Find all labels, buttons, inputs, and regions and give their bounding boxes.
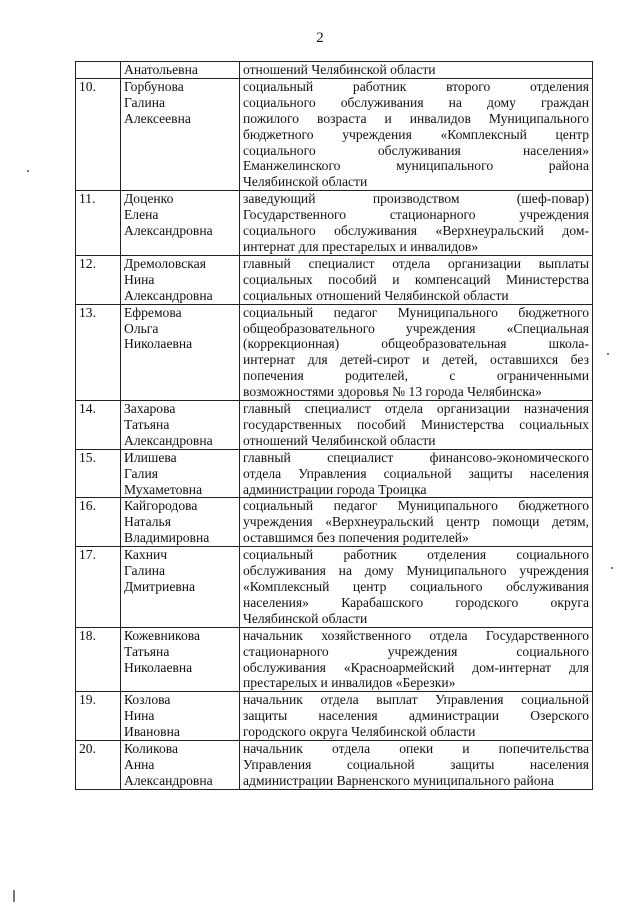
description-line: пожилого возраста и инвалидов Муниципального	[243, 110, 589, 126]
person-name	[121, 498, 240, 547]
description-line: социальный работник второго отделения	[243, 78, 589, 94]
name-line: Владимировна	[124, 530, 210, 546]
description-line: возможностями здоровья № 13 города Челябинска»	[243, 384, 542, 400]
name-line: Кахнич	[124, 547, 168, 563]
row-number: 19.	[76, 692, 121, 741]
name-line: Ивановна	[124, 724, 180, 740]
description-line: престарелых и инвалидов «Березки»	[243, 675, 456, 691]
description-line: социальный работник отделения социального	[243, 547, 589, 563]
row-number: 14.	[76, 401, 121, 450]
name-line: Галия	[124, 465, 158, 481]
row-number: 12.	[76, 255, 121, 304]
description-line: Государственного стационарного учреждения	[243, 207, 589, 223]
name-line: Дмитриевна	[124, 579, 196, 594]
name-line: Мухаметовна	[124, 481, 203, 497]
position-description	[240, 498, 593, 547]
description-line: обслуживания на дому Муниципального учреждения	[243, 563, 589, 579]
description-line: отношений Челябинской области	[243, 432, 436, 448]
name-line: Илишева	[124, 449, 177, 465]
row-number: 15.	[76, 449, 121, 498]
position-description	[240, 62, 593, 79]
name-line: Анатольевна	[124, 62, 198, 77]
description-line: интернат для детей-сирот и детей, оставшихся без	[243, 352, 589, 368]
name-line: Елена	[124, 207, 159, 223]
row-number: 10.	[76, 78, 121, 190]
description-line: социальный педагог Муниципального бюджетного	[243, 304, 589, 320]
position-description	[240, 255, 593, 304]
description-line: защиты населения администрации Озерского	[243, 708, 589, 724]
description-line: начальник отдела опеки и попечительства	[243, 741, 589, 757]
name-line: Николаевна	[124, 659, 193, 675]
table-row	[76, 741, 593, 790]
person-name	[121, 627, 240, 692]
description-line: интернат для престарелых и инвалидов»	[243, 238, 479, 254]
description-line: отдела Управления социальной защиты населения	[243, 465, 589, 481]
name-line: Татьяна	[124, 643, 170, 659]
person-name	[121, 191, 240, 256]
position-description	[240, 692, 593, 741]
description-line: администрации Варненского муниципального района	[243, 772, 554, 788]
scan-speck	[27, 170, 29, 172]
description-line: населения» Карабашского городского округа	[243, 594, 589, 610]
person-name	[121, 547, 240, 628]
position-description	[240, 304, 593, 400]
description-line: Управления социальной защиты населения	[243, 756, 589, 772]
person-name	[121, 255, 240, 304]
description-line: попечения родителей, с ограниченными	[243, 368, 589, 384]
description-line: государственных пособий Министерства социальных	[243, 416, 589, 432]
description-line: начальник отдела выплат Управления социальной	[243, 692, 589, 708]
scan-speck	[611, 567, 613, 569]
description-line: социальных пособий и компенсаций Министерства	[243, 271, 589, 287]
description-line: главный специалист финансово-экономического	[243, 449, 589, 465]
table-row	[76, 401, 593, 450]
description-line: отношений Челябинской области	[243, 62, 436, 77]
description-line: стационарного учреждения социального	[243, 643, 589, 659]
name-line: Наталья	[124, 514, 171, 530]
name-line: Козлова	[124, 692, 171, 708]
position-description	[240, 191, 593, 256]
description-line: социальных отношений Челябинской области	[243, 287, 509, 303]
row-number: 16.	[76, 498, 121, 547]
name-line: Николаевна	[124, 336, 193, 352]
scan-speck	[607, 353, 609, 355]
name-line: Ольга	[124, 320, 159, 336]
description-line: (коррекционная) общеобразовательная школа-	[243, 336, 589, 352]
person-name	[121, 401, 240, 450]
table-row	[76, 498, 593, 547]
position-description	[240, 449, 593, 498]
description-line: обслуживания «Красноармейский дом-интернат для	[243, 659, 589, 675]
row-number	[76, 62, 121, 79]
description-line: социального обслуживания на дому граждан	[243, 94, 589, 110]
table-row	[76, 304, 593, 400]
scan-speck	[13, 890, 15, 902]
description-line: социального обслуживания населения»	[243, 142, 589, 158]
name-line: Александровна	[124, 772, 213, 788]
table-row	[76, 692, 593, 741]
name-line: Александровна	[124, 287, 213, 303]
table-row	[76, 62, 593, 79]
description-line: заведующий производством (шеф-повар)	[243, 191, 589, 207]
page-number: 2	[316, 30, 324, 46]
description-line: оставшимся без попечения родителей»	[243, 530, 469, 546]
name-line: Галина	[124, 94, 166, 110]
name-line: Горбунова	[124, 78, 184, 94]
person-name	[121, 304, 240, 400]
table-row	[76, 191, 593, 256]
person-name	[121, 62, 240, 79]
table-row	[76, 78, 593, 190]
name-line: Анна	[124, 756, 155, 772]
name-line: Нина	[124, 708, 155, 724]
description-line: «Комплексный центр социального обслуживания	[243, 579, 589, 594]
name-line: Алексеевна	[124, 110, 191, 126]
position-description	[240, 401, 593, 450]
award-recipients-table	[75, 61, 593, 790]
table-row	[76, 255, 593, 304]
description-line: начальник хозяйственного отдела Государственного	[243, 627, 589, 643]
person-name	[121, 741, 240, 790]
name-line: Александровна	[124, 223, 213, 239]
name-line: Захарова	[124, 401, 176, 417]
description-line: городского округа Челябинской области	[243, 724, 476, 740]
row-number: 17.	[76, 547, 121, 628]
description-line: социальный педагог Муниципального бюджетного	[243, 498, 589, 514]
name-line: Коликова	[124, 741, 179, 757]
name-line: Дремоловская	[124, 255, 206, 271]
table-body	[76, 62, 593, 790]
table-row	[76, 449, 593, 498]
person-name	[121, 78, 240, 190]
description-line: бюджетного учреждения «Комплексный центр	[243, 126, 589, 142]
person-name	[121, 692, 240, 741]
description-line: учреждения «Верхнеуральский центр помощи детям,	[243, 514, 589, 530]
description-line: Еманжелинского муниципального района	[243, 158, 589, 174]
name-line: Татьяна	[124, 416, 170, 432]
description-line: главный специалист отдела организации выплаты	[243, 255, 589, 271]
row-number: 20.	[76, 741, 121, 790]
position-description	[240, 78, 593, 190]
position-description	[240, 627, 593, 692]
name-line: Доценко	[124, 191, 174, 207]
table-row	[76, 627, 593, 692]
description-line: главный специалист отдела организации назначения	[243, 401, 589, 417]
name-line: Нина	[124, 271, 155, 287]
name-line: Александровна	[124, 432, 213, 448]
name-line: Кожевникова	[124, 627, 201, 643]
person-name	[121, 449, 240, 498]
description-line: Челябинской области	[243, 610, 368, 626]
table-row	[76, 547, 593, 628]
position-description	[240, 741, 593, 790]
description-line: администрации города Троицка	[243, 481, 427, 497]
row-number: 18.	[76, 627, 121, 692]
row-number: 11.	[76, 191, 121, 256]
name-line: Галина	[124, 563, 166, 579]
description-line: Челябинской области	[243, 174, 368, 190]
row-number: 13.	[76, 304, 121, 400]
description-line: социального обслуживания «Верхнеуральский дом-	[243, 223, 589, 239]
name-line: Кайгородова	[124, 498, 198, 514]
position-description	[240, 547, 593, 628]
name-line: Ефремова	[124, 304, 182, 320]
description-line: общеобразовательного учреждения «Специальная	[243, 320, 589, 336]
